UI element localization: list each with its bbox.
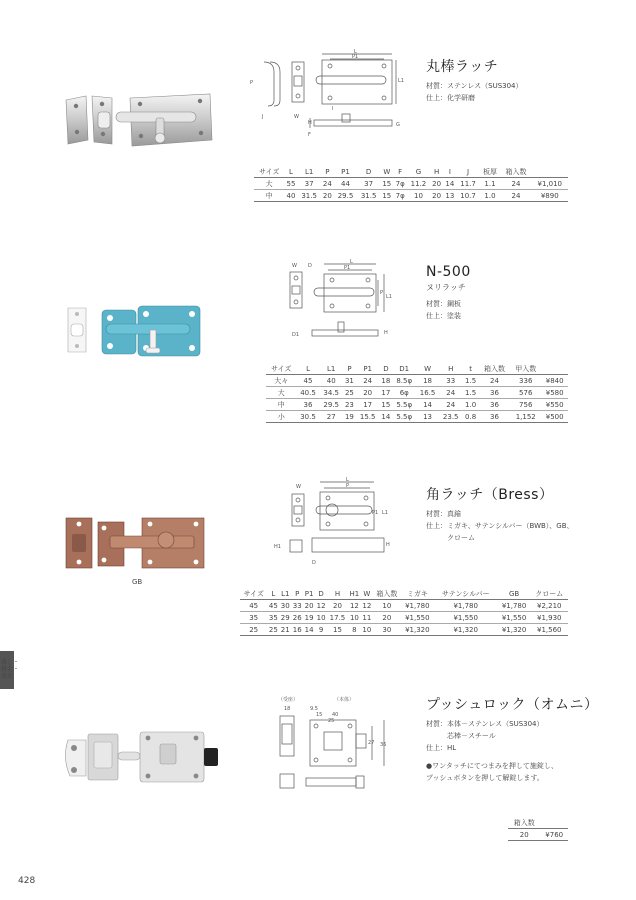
table-cell: 中 <box>254 190 284 202</box>
table-cell: 20 <box>321 190 334 202</box>
header-cell: D <box>357 166 380 178</box>
table-cell: 40.5 <box>296 387 319 399</box>
svg-text:18: 18 <box>284 706 291 712</box>
table-cell: 34.5 <box>320 387 343 399</box>
table-cell: 29.5 <box>334 190 357 202</box>
table-cell: 20 <box>373 612 401 624</box>
table-cell: 大々 <box>266 375 296 387</box>
table-cell: 40 <box>284 190 297 202</box>
svg-text:40: 40 <box>332 712 339 718</box>
header-cell: P1 <box>334 166 357 178</box>
table-cell: 10 <box>373 600 401 612</box>
header-cell: 板厚 <box>480 166 501 178</box>
table-cell: ¥550 <box>541 399 568 411</box>
table-cell: 1.0 <box>480 190 501 202</box>
spec-table-nuri-latch <box>266 363 568 423</box>
side-label-line: 南京 <box>1 673 14 680</box>
product-photo-maru-latch <box>60 88 220 158</box>
table-cell: 35 <box>240 612 267 624</box>
table-cell: 7φ <box>393 190 406 202</box>
header-cell: サテンシルバー <box>434 588 498 600</box>
product-title: N-500 <box>426 264 471 280</box>
table-cell: 36 <box>479 399 510 411</box>
table-cell: ¥890 <box>532 190 568 202</box>
table-cell: ¥2,210 <box>530 600 568 612</box>
product-spec-material-cont: 芯棒－スチール <box>426 732 496 740</box>
table-cell: 20 <box>430 178 443 190</box>
table-cell: 中 <box>266 399 296 411</box>
table-cell: ¥1,320 <box>434 624 498 636</box>
table-cell: 33 <box>292 601 302 610</box>
svg-text:D: D <box>312 560 316 566</box>
table-cell: 19 <box>343 411 356 423</box>
table-row <box>254 178 568 190</box>
table-cell: 15 <box>380 178 393 190</box>
header-cell: L <box>267 588 279 600</box>
table-cell: 14 <box>416 399 439 411</box>
header-cell: P <box>343 363 356 375</box>
svg-text:F: F <box>308 132 311 138</box>
product-spec-finish-cont: クローム <box>426 534 475 542</box>
table-cell: 10 <box>407 190 430 202</box>
table-cell: 576 <box>510 387 541 399</box>
table-cell: 36 <box>479 387 510 399</box>
table-cell: 18 <box>416 375 439 387</box>
svg-text:（受座）: （受座） <box>278 697 299 703</box>
table-cell: ¥1,550 <box>401 612 434 624</box>
table-cell: 10.7 <box>456 190 479 202</box>
product-title: 丸棒ラッチ <box>426 59 499 75</box>
table-cell: 20 <box>508 829 540 841</box>
table-cell: 13 <box>443 190 456 202</box>
svg-text:L1: L1 <box>398 78 404 84</box>
svg-text:L: L <box>346 477 349 483</box>
table-cell: 37 <box>357 178 380 190</box>
product-spec-finish: 仕上：化学研磨 <box>426 94 475 102</box>
table-cell: 23 <box>343 399 356 411</box>
table-cell: 24 <box>500 190 531 202</box>
table-cell: 1.5 <box>462 387 479 399</box>
svg-text:P: P <box>250 80 254 86</box>
header-cell: D1 <box>393 363 416 375</box>
table-cell: 小 <box>266 411 296 423</box>
table-cell: ¥1,560 <box>530 624 568 636</box>
table-row <box>240 624 568 636</box>
header-cell <box>541 363 568 375</box>
product-photo-nuri-latch <box>66 300 206 362</box>
table-cell: 336 <box>510 375 541 387</box>
header-cell: L1 <box>281 589 290 598</box>
table-cell: 10 <box>362 625 372 634</box>
table-cell: 15.5 <box>356 411 379 423</box>
table-row <box>254 190 568 202</box>
table-cell: 11.7 <box>456 178 479 190</box>
svg-text:27: 27 <box>368 740 375 746</box>
table-cell: ¥500 <box>541 411 568 423</box>
header-cell: H <box>327 588 348 600</box>
section-side-label <box>1 659 27 680</box>
technical-drawing-kaku-latch <box>268 476 398 570</box>
product-spec-finish: 仕上：HL <box>426 744 457 752</box>
product-spec-material: 材質：本体－ステンレス（SUS304） <box>426 720 544 728</box>
svg-text:P: P <box>346 483 350 489</box>
table-cell: 36 <box>296 399 319 411</box>
header-cell: W <box>416 363 439 375</box>
table-cell: 14 <box>304 625 314 634</box>
table-cell: 5.5φ <box>393 399 416 411</box>
technical-drawing-nuri-latch <box>284 258 404 350</box>
table-cell: ¥580 <box>541 387 568 399</box>
table-row <box>240 600 568 612</box>
table-cell: 10 <box>316 613 326 622</box>
table-cell: 20 <box>430 190 443 202</box>
header-cell: L <box>284 166 297 178</box>
svg-text:H1: H1 <box>274 544 281 550</box>
header-cell: D <box>315 588 327 600</box>
table-cell: 18 <box>379 375 392 387</box>
table-cell: 大 <box>266 387 296 399</box>
header-cell: 甲入数 <box>510 363 541 375</box>
header-cell: W <box>380 166 393 178</box>
table-cell: ¥840 <box>541 375 568 387</box>
product-spec-material: 材質：鋼板 <box>426 300 461 308</box>
header-cell: ミガキ <box>401 588 434 600</box>
table-row <box>266 411 568 423</box>
table-cell: 25 <box>268 625 278 634</box>
svg-text:H: H <box>384 330 388 336</box>
table-cell: 31.5 <box>357 190 380 202</box>
table-cell: 20 <box>327 600 348 612</box>
header-cell: H1 <box>349 589 360 598</box>
table-row <box>508 829 568 841</box>
table-cell: 14 <box>443 178 456 190</box>
product-photo-kaku-latch <box>64 512 210 574</box>
table-cell: 12 <box>348 600 361 612</box>
svg-text:36: 36 <box>380 742 387 748</box>
table-cell: 44 <box>334 178 357 190</box>
svg-text:W: W <box>294 114 299 120</box>
table-cell: 40 <box>320 375 343 387</box>
header-cell <box>532 166 568 178</box>
product-title: 角ラッチ（Bress） <box>426 487 554 503</box>
table-cell: 15 <box>380 190 393 202</box>
product-subtitle: ヌリラッチ <box>426 283 466 292</box>
table-cell: 24 <box>500 178 531 190</box>
table-cell: 756 <box>510 399 541 411</box>
header-cell: G <box>407 166 430 178</box>
header-cell: P <box>321 166 334 178</box>
svg-text:P1: P1 <box>352 54 359 60</box>
header-cell: 箱入数 <box>479 363 510 375</box>
table-cell: 1.1 <box>480 178 501 190</box>
table-cell: 14 <box>379 411 392 423</box>
table-cell: 55 <box>284 178 297 190</box>
svg-text:W: W <box>296 484 301 490</box>
table-cell: ¥1,930 <box>530 612 568 624</box>
table-cell: 37 <box>298 178 321 190</box>
technical-drawing-maru-latch <box>246 48 416 140</box>
header-cell: H <box>439 363 462 375</box>
table-cell: 24 <box>321 178 334 190</box>
table-cell: 21 <box>280 625 290 634</box>
svg-text:L: L <box>354 49 357 55</box>
header-cell: H <box>430 166 443 178</box>
header-cell: P1 <box>304 589 314 598</box>
svg-text:P1: P1 <box>344 265 351 271</box>
svg-text:D1: D1 <box>292 332 300 338</box>
table-cell: 35 <box>268 613 278 622</box>
header-cell: I <box>443 166 456 178</box>
technical-drawing-push-lock <box>272 694 404 796</box>
product-spec-material: 材質：真鍮 <box>426 510 461 518</box>
table-cell: 24 <box>439 387 462 399</box>
product-photo-push-lock <box>64 726 224 788</box>
table-cell: ¥1,010 <box>532 178 568 190</box>
table-cell: 45 <box>268 601 278 610</box>
table-cell: 17 <box>356 399 379 411</box>
product-title: プッシュロック（オムニ） <box>426 697 599 713</box>
table-cell: 29 <box>280 613 290 622</box>
svg-text:J: J <box>262 114 264 120</box>
table-cell: 11.2 <box>407 178 430 190</box>
table-cell: 1.5 <box>462 375 479 387</box>
table-cell: 25 <box>240 624 267 636</box>
table-cell: ¥1,780 <box>401 600 434 612</box>
table-cell: 36 <box>479 411 510 423</box>
table-cell: ¥1,320 <box>498 624 531 636</box>
table-cell: 8.5φ <box>393 375 416 387</box>
table-cell: 0.8 <box>462 411 479 423</box>
table-cell: 6φ <box>393 387 416 399</box>
table-cell: 27 <box>320 411 343 423</box>
svg-text:15: 15 <box>316 712 323 718</box>
table-cell: 31 <box>343 375 356 387</box>
table-cell: ¥1,550 <box>498 612 531 624</box>
table-cell: 19 <box>304 613 314 622</box>
header-cell: P1 <box>356 363 379 375</box>
table-cell: 31.5 <box>298 190 321 202</box>
table-cell: 25 <box>343 387 356 399</box>
table-cell: 17.5 <box>327 612 348 624</box>
svg-text:P1: P1 <box>372 510 379 516</box>
table-cell: 20 <box>356 387 379 399</box>
svg-text:W: W <box>292 263 297 269</box>
table-cell: ¥1,780 <box>498 600 531 612</box>
header-cell: t <box>462 363 479 375</box>
svg-text:（本体）: （本体） <box>334 697 355 703</box>
table-cell: 33 <box>439 375 462 387</box>
table-cell: 24 <box>356 375 379 387</box>
header-cell: サイズ <box>266 363 296 375</box>
table-cell: 10 <box>348 612 361 624</box>
table-cell: ¥1,550 <box>434 612 498 624</box>
page-number: 428 <box>18 876 36 886</box>
header-cell: サイズ <box>240 588 267 600</box>
svg-text:L: L <box>350 259 353 265</box>
table-cell: 7φ <box>393 178 406 190</box>
table-cell: 29.5 <box>320 399 343 411</box>
table-cell: 12 <box>362 601 372 610</box>
table-cell: 20 <box>304 601 314 610</box>
table-cell: 45 <box>296 375 319 387</box>
table-cell: 15 <box>379 399 392 411</box>
product-spec-finish: 仕上：ミガキ、サテンシルバー（BWB）、GB、 <box>426 522 574 530</box>
svg-text:H: H <box>308 120 312 126</box>
svg-text:P: P <box>380 290 384 296</box>
table-cell: 5.5φ <box>393 411 416 423</box>
header-cell: GB <box>498 588 531 600</box>
table-cell: 16.5 <box>416 387 439 399</box>
table-cell: 30 <box>280 601 290 610</box>
table-cell: 1.0 <box>462 399 479 411</box>
table-cell: ¥1,780 <box>434 600 498 612</box>
header-cell: F <box>393 166 406 178</box>
header-cell: D <box>379 363 392 375</box>
table-cell: 11 <box>362 613 372 622</box>
table-row <box>240 612 568 624</box>
product-spec-finish: 仕上：塗装 <box>426 312 461 320</box>
table-row <box>266 375 568 387</box>
header-cell: J <box>456 166 479 178</box>
svg-text:9.5: 9.5 <box>310 706 318 712</box>
svg-text:L1: L1 <box>382 510 388 516</box>
table-cell: 9 <box>315 624 327 636</box>
product-note: ●ワンタッチにてつまみを押して施錠し、プッシュボタンを押して解錠します。 <box>426 762 558 782</box>
table-cell: 12 <box>316 601 326 610</box>
svg-text:L1: L1 <box>386 294 392 300</box>
table-cell: 45 <box>240 600 267 612</box>
table-cell: 15 <box>327 624 348 636</box>
table-cell: 13 <box>416 411 439 423</box>
table-cell: 17 <box>379 387 392 399</box>
header-cell: L <box>296 363 319 375</box>
svg-text:D: D <box>308 263 312 269</box>
table-cell: 8 <box>348 624 361 636</box>
header-cell: P <box>291 588 303 600</box>
table-cell: 16 <box>292 625 302 634</box>
svg-text:H: H <box>386 542 390 548</box>
header-cell: 箱入数 <box>508 817 540 829</box>
table-cell: 24 <box>439 399 462 411</box>
header-cell: W <box>361 588 373 600</box>
table-cell: 26 <box>292 613 302 622</box>
header-cell <box>540 817 568 829</box>
finish-caption: GB <box>132 578 143 586</box>
table-cell: ¥1,320 <box>401 624 434 636</box>
svg-text:I: I <box>332 106 334 112</box>
svg-text:G: G <box>396 122 400 128</box>
spec-table-push-lock <box>508 817 568 841</box>
table-cell: 大 <box>254 178 284 190</box>
table-cell: 30.5 <box>296 411 319 423</box>
spec-table-kaku-latch <box>240 588 568 636</box>
header-cell: L1 <box>320 363 343 375</box>
table-cell: 1,152 <box>510 411 541 423</box>
svg-text:25: 25 <box>328 718 335 724</box>
product-spec-material: 材質：ステンレス（SUS304） <box>426 82 523 90</box>
table-row <box>266 387 568 399</box>
table-cell: ¥760 <box>540 829 568 841</box>
header-cell: 箱入数 <box>500 166 531 178</box>
header-cell: サイズ <box>254 166 284 178</box>
table-cell: 23.5 <box>439 411 462 423</box>
spec-table-maru-latch <box>254 166 568 202</box>
header-cell: クローム <box>530 588 568 600</box>
header-cell: L1 <box>298 166 321 178</box>
table-row <box>266 399 568 411</box>
side-label-line: 落し・ <box>1 659 20 666</box>
table-cell: 30 <box>373 624 401 636</box>
header-cell: 箱入数 <box>373 588 401 600</box>
table-cell: 24 <box>479 375 510 387</box>
side-label-line: 掛金・ <box>1 666 20 673</box>
